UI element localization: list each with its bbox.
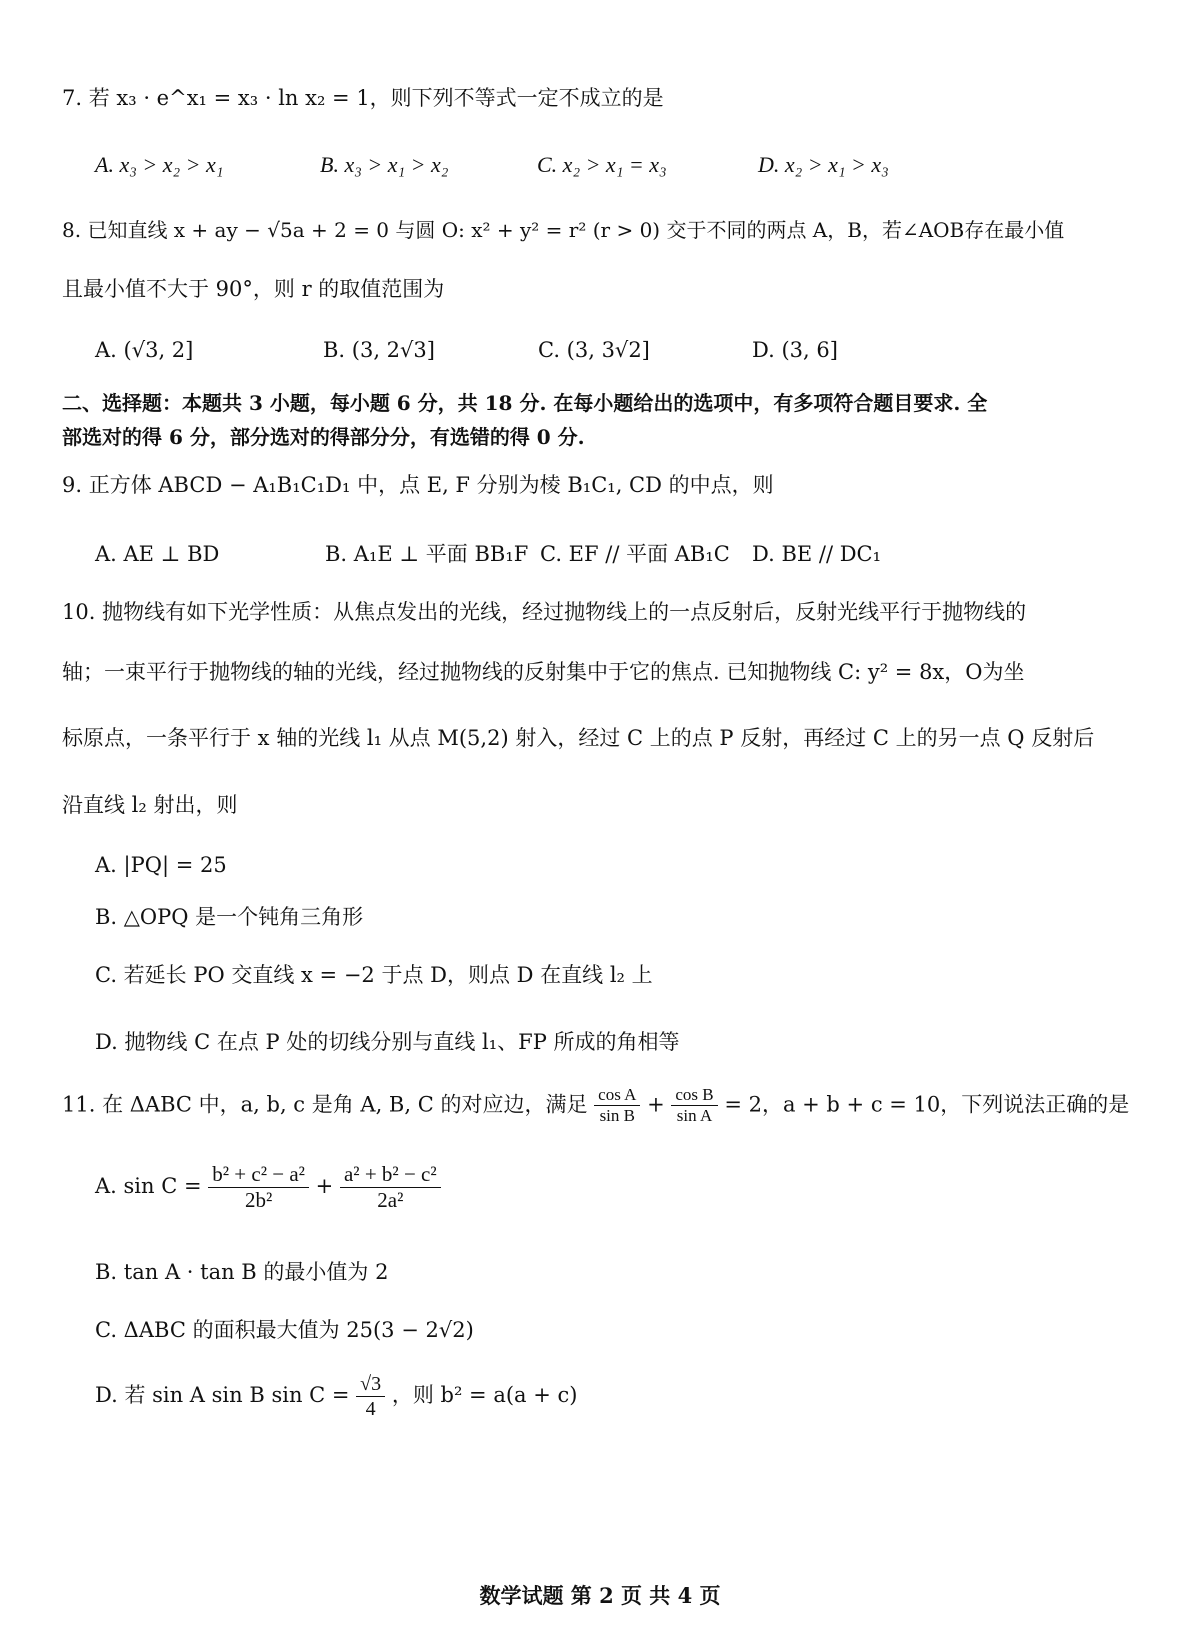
q9-option-b: B. A₁E ⊥ 平面 BB₁F [325,542,529,566]
q10-stem-line3: 标原点，一条平行于 x 轴的光线 l₁ 从点 M(5,2) 射入，经过 C 上的点 P 反射，再经过 C 上的另一点 Q 反射后 [62,726,1095,750]
q8-option-a: A. (√3, 2] [95,338,194,362]
q11-option-a [95,1162,441,1213]
q11-option-a-fraction1 [208,1162,309,1213]
q11-option-d [95,1372,577,1421]
q10-option-d: D. 抛物线 C 在点 P 处的切线分别与直线 l₁、FP 所成的角相等 [95,1030,680,1054]
q11-frac2-numerator: cos B [671,1085,717,1106]
q11-option-a-f1-denominator: 2b² [244,1188,273,1213]
q10-stem-line1: 10. 抛物线有如下光学性质：从焦点发出的光线，经过抛物线上的一点反射后，反射光线平行于抛物线的 [62,600,1027,624]
q11-option-a-plus: + [315,1174,334,1199]
q10-option-a: A. |PQ| = 25 [95,853,227,877]
q7-option-d: D. x₂ > x₁ > x₃ [758,152,889,177]
q11-option-d-numerator: √3 [356,1372,385,1397]
q7-option-a: A. x₃ > x₂ > x₁ [95,152,224,177]
q10-stem-line2: 轴；一束平行于抛物线的轴的光线，经过抛物线的反射集中于它的焦点. 已知抛物线 C: y² = 8x，O为坐 [62,660,1025,684]
q11-frac2-denominator: sin A [676,1106,713,1126]
q10-option-c: C. 若延长 PO 交直线 x = −2 于点 D，则点 D 在直线 l₂ 上 [95,963,653,987]
q11-fraction-cosB-sinA [671,1085,717,1127]
section2-heading-line2: 部选对的得 6 分，部分选对的得部分分，有选错的得 0 分. [62,425,585,449]
q9-option-c: C. EF // 平面 AB₁C [540,542,730,566]
q10-stem-line4: 沿直线 l₂ 射出，则 [62,793,238,817]
q11-option-d-post: ，则 b² = a(a + c) [391,1383,578,1407]
section2-heading-line1: 二、选择题：本题共 3 小题，每小题 6 分，共 18 分. 在每小题给出的选项中，有多项符合题目要求. 全 [62,391,988,415]
q11-stem-pre: 11. 在 ΔABC 中，a, b, c 是角 A, B, C 的对应边，满足 [62,1092,588,1117]
q7-option-c: C. x₂ > x₁ = x₃ [537,152,667,177]
q11-frac1-denominator: sin B [599,1106,635,1126]
q11-stem [62,1085,1129,1127]
q9-option-d: D. BE // DC₁ [752,542,882,566]
q11-option-d-pre: D. 若 sin A sin B sin C = [95,1383,350,1407]
page-footer: 数学试题 第 2 页 共 4 页 [479,1583,721,1608]
q8-stem-line1: 8. 已知直线 x + ay − √5a + 2 = 0 与圆 O: x² + y² = r² (r > 0) 交于不同的两点 A，B，若∠AOB存在最小值 [62,218,1065,242]
q11-frac1-numerator: cos A [594,1085,640,1106]
q10-option-b: B. △OPQ 是一个钝角三角形 [95,905,364,929]
q11-option-b: B. tan A · tan B 的最小值为 2 [95,1260,389,1284]
q7-option-b: B. x₃ > x₁ > x₂ [320,152,449,177]
q8-option-c: C. (3, 3√2] [538,338,650,362]
q11-option-a-f1-numerator: b² + c² − a² [208,1162,309,1188]
q8-option-b: B. (3, 2√3] [323,338,435,362]
q7-stem: 7. 若 x₃ · e^x₁ = x₃ · ln x₂ = 1，则下列不等式一定不成立的是 [62,86,664,110]
q11-option-a-pre: A. sin C = [95,1174,202,1199]
q11-option-c: C. ΔABC 的面积最大值为 25(3 − 2√2) [95,1318,474,1342]
q9-option-a: A. AE ⊥ BD [95,542,220,566]
q11-option-a-f2-numerator: a² + b² − c² [340,1162,441,1188]
q11-plus: + [647,1092,665,1117]
q11-option-a-fraction2 [340,1162,441,1213]
q11-option-a-f2-denominator: 2a² [377,1188,404,1213]
q9-stem: 9. 正方体 ABCD − A₁B₁C₁D₁ 中，点 E, F 分别为棱 B₁C₁, CD 的中点，则 [62,473,774,497]
q11-option-d-denominator: 4 [365,1398,376,1420]
q11-stem-post: = 2，a + b + c = 10，下列说法正确的是 [724,1092,1130,1117]
q11-option-d-fraction [356,1372,385,1421]
q8-stem-line2: 且最小值不大于 90°，则 r 的取值范围为 [62,277,445,301]
q11-fraction-cosA-sinB [594,1085,640,1127]
q8-option-d: D. (3, 6] [752,338,838,362]
